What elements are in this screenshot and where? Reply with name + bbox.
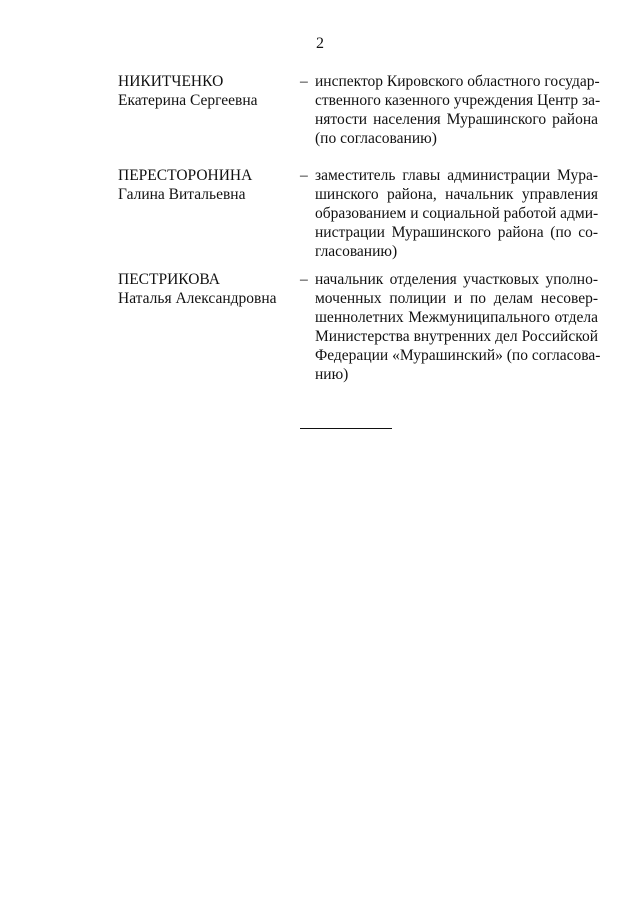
role-line: нистрации Мурашинского района (по со- xyxy=(315,224,598,241)
member-name xyxy=(118,270,293,308)
member-given-names: Екатерина Сергеевна xyxy=(118,92,258,109)
role-line: шеннолетних Межмуниципального отдела xyxy=(315,309,598,326)
role-line: шинского района, начальник управления xyxy=(315,186,598,203)
role-line: нию) xyxy=(315,366,349,383)
role-line: нятости населения Мурашинского района xyxy=(315,111,598,128)
member-role xyxy=(315,270,601,384)
dash-separator: – xyxy=(300,73,308,90)
member-surname: НИКИТЧЕНКО xyxy=(118,73,224,90)
role-line: гласованию) xyxy=(315,243,398,260)
member-role xyxy=(315,72,601,148)
member-surname: ПЕРЕСТОРОНИНА xyxy=(118,167,253,184)
member-given-names: Галина Витальевна xyxy=(118,186,246,203)
member-given-names: Наталья Александровна xyxy=(118,290,277,307)
member-surname: ПЕСТРИКОВА xyxy=(118,271,220,288)
role-line: образованием и социальной работой адми- xyxy=(315,205,599,222)
end-of-list-rule xyxy=(300,428,392,429)
page-number: 2 xyxy=(316,35,324,52)
role-line: Федерации «Мурашинский» (по согласова- xyxy=(315,347,601,364)
role-line: начальник отделения участковых уполно- xyxy=(315,271,598,288)
role-line: ственного казенного учреждения Центр за- xyxy=(315,92,601,109)
role-line: инспектор Кировского областного государ- xyxy=(315,73,600,90)
role-line: заместитель главы администрации Мура- xyxy=(315,167,598,184)
dash-separator: – xyxy=(300,167,308,184)
member-name xyxy=(118,166,293,204)
dash-separator: – xyxy=(300,271,308,288)
member-name xyxy=(118,72,293,110)
role-line: моченных полиции и по делам несовер- xyxy=(315,290,598,307)
role-line: (по согласованию) xyxy=(315,130,437,147)
member-role xyxy=(315,166,598,261)
role-line: Министерства внутренних дел Российской xyxy=(315,328,598,345)
